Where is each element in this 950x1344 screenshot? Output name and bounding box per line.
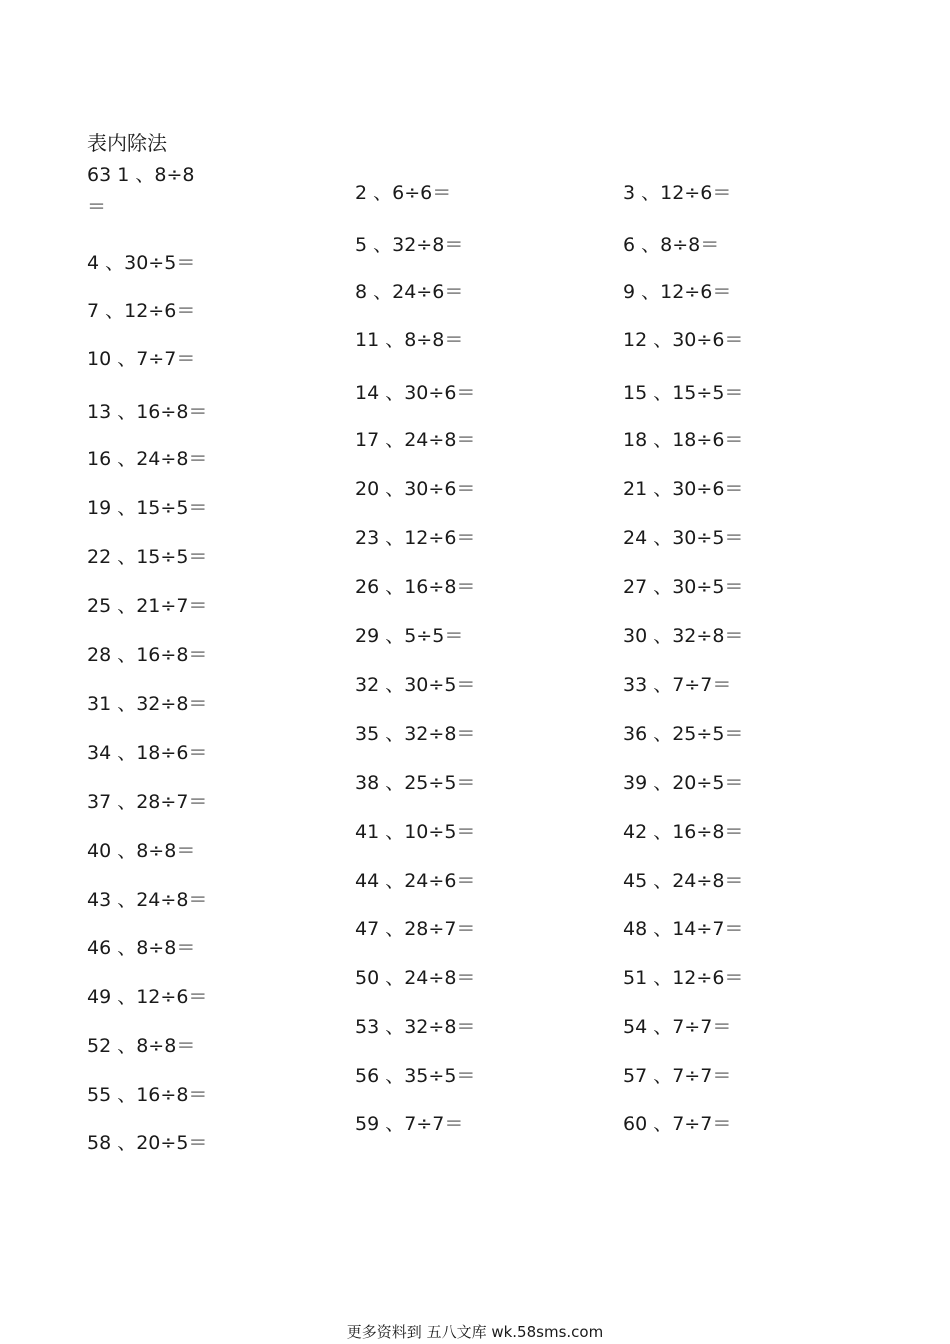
problem-14: 14 、30÷6＝ (355, 382, 476, 404)
problem-13: 13 、16÷8＝ (87, 401, 208, 423)
problem-17: 17 、24÷8＝ (355, 429, 476, 451)
problem-46: 46 、8÷8＝ (87, 937, 196, 959)
problem-31: 31 、32÷8＝ (87, 693, 208, 715)
problem-4: 4 、30÷5＝ (87, 252, 196, 274)
problem-58: 58 、20÷5＝ (87, 1132, 208, 1154)
problem-15: 15 、15÷5＝ (623, 382, 744, 404)
problem-8: 8 、24÷6＝ (355, 281, 464, 303)
problem-6: 6 、8÷8＝ (623, 234, 720, 256)
problem-39: 39 、20÷5＝ (623, 772, 744, 794)
problem-56: 56 、35÷5＝ (355, 1065, 476, 1087)
problem-24: 24 、30÷5＝ (623, 527, 744, 549)
problem-54: 54 、7÷7＝ (623, 1016, 732, 1038)
problem-29: 29 、5÷5＝ (355, 625, 464, 647)
problem-47: 47 、28÷7＝ (355, 918, 476, 940)
footer-source-text: 更多资料到 五八文库 wk.58sms.com (346, 1323, 604, 1341)
problem-9: 9 、12÷6＝ (623, 281, 732, 303)
problem-10: 10 、7÷7＝ (87, 348, 196, 370)
first-prefix-number: 63 (87, 164, 112, 186)
problem-42: 42 、16÷8＝ (623, 821, 744, 843)
problem-44: 44 、24÷6＝ (355, 870, 476, 892)
problem-59: 59 、7÷7＝ (355, 1113, 464, 1135)
problem-5: 5 、32÷8＝ (355, 234, 464, 256)
problem-12: 12 、30÷6＝ (623, 329, 744, 351)
problem-52: 52 、8÷8＝ (87, 1035, 196, 1057)
problem-26: 26 、16÷8＝ (355, 576, 476, 598)
problem-57: 57 、7÷7＝ (623, 1065, 732, 1087)
problem-55: 55 、16÷8＝ (87, 1084, 208, 1106)
problem-1-wrapped-equals: ＝ (87, 196, 107, 218)
worksheet-title: 表内除法 (87, 131, 167, 155)
problem-32: 32 、30÷5＝ (355, 674, 476, 696)
problem-18: 18 、18÷6＝ (623, 429, 744, 451)
problem-11: 11 、8÷8＝ (355, 329, 464, 351)
problem-36: 36 、25÷5＝ (623, 723, 744, 745)
problem-41: 41 、10÷5＝ (355, 821, 476, 843)
problem-33: 33 、7÷7＝ (623, 674, 732, 696)
problem-30: 30 、32÷8＝ (623, 625, 744, 647)
problem-49: 49 、12÷6＝ (87, 986, 208, 1008)
problem-45: 45 、24÷8＝ (623, 870, 744, 892)
problem-60: 60 、7÷7＝ (623, 1113, 732, 1135)
first-line-prefix (87, 160, 194, 190)
problem-48: 48 、14÷7＝ (623, 918, 744, 940)
problem-23: 23 、12÷6＝ (355, 527, 476, 549)
problem-51: 51 、12÷6＝ (623, 967, 744, 989)
problem-7: 7 、12÷6＝ (87, 300, 196, 322)
problem-21: 21 、30÷6＝ (623, 478, 744, 500)
problem-35: 35 、32÷8＝ (355, 723, 476, 745)
problem-27: 27 、30÷5＝ (623, 576, 744, 598)
problem-40: 40 、8÷8＝ (87, 840, 196, 862)
problem-28: 28 、16÷8＝ (87, 644, 208, 666)
problem-19: 19 、15÷5＝ (87, 497, 208, 519)
problem-3: 3 、12÷6＝ (623, 182, 732, 204)
problem-20: 20 、30÷6＝ (355, 478, 476, 500)
problem-53: 53 、32÷8＝ (355, 1016, 476, 1038)
problem-50: 50 、24÷8＝ (355, 967, 476, 989)
problem-22: 22 、15÷5＝ (87, 546, 208, 568)
problem-25: 25 、21÷7＝ (87, 595, 208, 617)
problem-43: 43 、24÷8＝ (87, 889, 208, 911)
problem-16: 16 、24÷8＝ (87, 448, 208, 470)
problem-1: 1 、8÷8 (117, 164, 195, 186)
problem-37: 37 、28÷7＝ (87, 791, 208, 813)
problem-34: 34 、18÷6＝ (87, 742, 208, 764)
problem-2: 2 、6÷6＝ (355, 182, 452, 204)
problem-38: 38 、25÷5＝ (355, 772, 476, 794)
